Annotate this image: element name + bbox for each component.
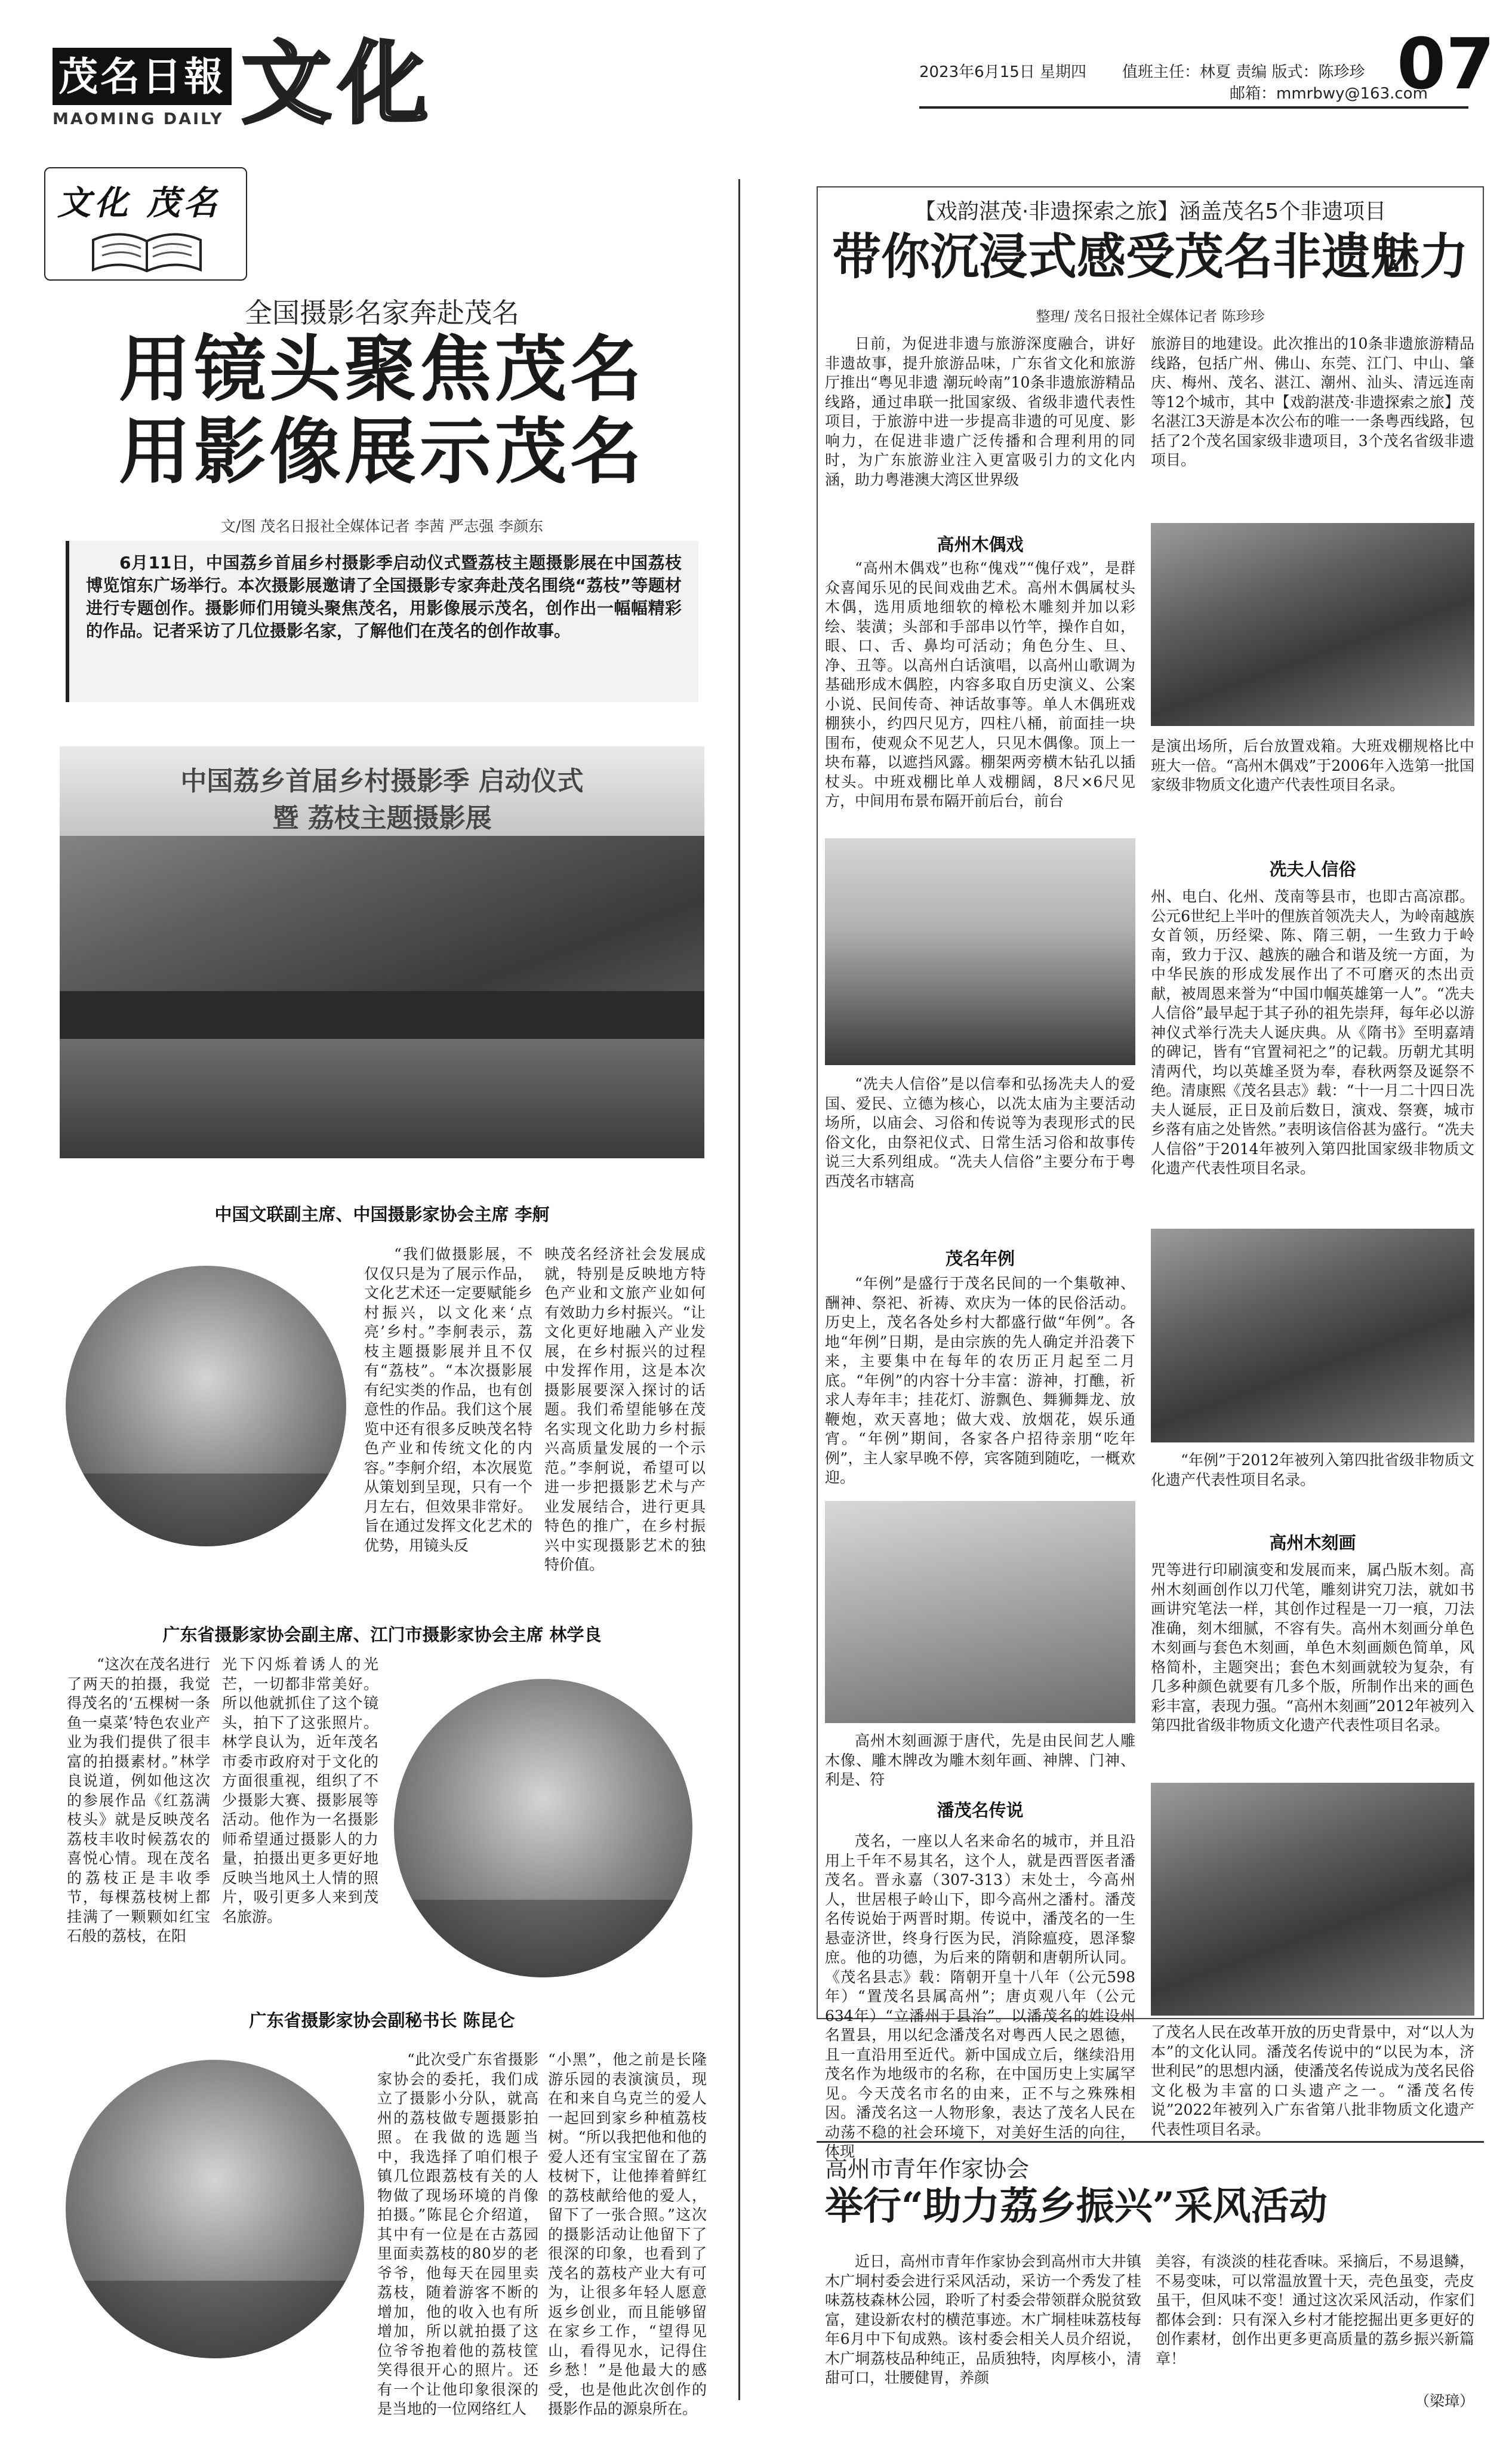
interview-1-portrait — [66, 1266, 346, 1546]
interview-3-title: 广东省摄影家协会副秘书长 陈昆仑 — [249, 2010, 515, 2031]
interview-2-col1: “这次在茂名进行了两天的拍摄，我觉得茂名的‘五棵树一条鱼一桌菜’特色农业产业为我们提供了很丰富的拍摄素材。”林学良说道，例如他这次的参展作品《红荔满枝头》就是反映茂名荔枝丰收时候荔农的喜悦心情。现在茂名的荔枝正是丰收季节，每棵荔枝树上都挂满了一颗颗如红宝石般的荔枝，在阳 — [67, 1656, 210, 1945]
left-byline: 文/图 茂名日报社全媒体记者 李茜 严志强 李颜东 — [220, 518, 544, 535]
open-book-icon — [87, 228, 207, 276]
section-4-text: 咒等进行印刷演变和发展而来，属凸版木刻。高州木刻画创作以刀代笔，雕刻讲究刀法，就如书画讲究笔法一样，其创作过程是一刀一痕，刀法准确，刻木细腻，不容有失。高州木刻画分单色木刻画与套色木刻画，单色木刻画颇色简单，风格简朴，主题突出；套色木刻画就较为复杂，有几多种颜色就要有几多个版，所制作出来的画色彩丰富，表现力强。“高州木刻画”2012年被列入第四批省级非物质文化遗产代表性项目名录。 — [1151, 1561, 1474, 1734]
editor-line: 值班主任：林夏 责编 版式：陈珍珍 — [1122, 63, 1365, 81]
event-stage — [60, 991, 704, 1039]
interview-2-title: 广东省摄影家协会副主席、江门市摄影家协会主席 林学良 — [162, 1625, 602, 1645]
date-line: 2023年6月15日 星期四 — [919, 63, 1087, 81]
interview-1-title: 中国文联副主席、中国摄影家协会主席 李舸 — [214, 1204, 550, 1225]
section-title: 文化 — [242, 31, 436, 136]
page-number: 07 — [1397, 23, 1495, 105]
right-intro-col2: 旅游目的地建设。此次推出的10条非遗旅游精品线路，包括广州、佛山、东莞、江门、中山、肇庆、梅州、茂名、湛江、潮州、汕头、清远连南等12个城市，其中【戏韵湛茂·非遗探索之旅】茂名湛江3天游是本次公布的唯一一条粤西线路，包括了2个茂名国家级非遗项目，3个茂名省级非遗项目。 — [1151, 335, 1474, 469]
section-3-text-2: “年例”于2012年被列入第四批省级非物质文化遗产代表性项目名录。 — [1151, 1451, 1474, 1488]
section-3-title: 茂名年例 — [945, 1248, 1015, 1269]
bottom-col1: 近日，高州市青年作家协会到高州市大井镇木广垌村委会进行采风活动，采访一个秀发了桂味荔枝森林公园，聆听了村委会带领群众脱贫致富，建设新农村的横范事迹。木广垌桂味荔枝每年6月中下旬成熟。该村委会相关人员介绍说，木广垌荔枝品种纯正，品质独特，肉厚核小，清甜可口，壮腰健胃，养颜 — [825, 2253, 1141, 2386]
lead-box — [66, 541, 698, 702]
right-intro-col1: 日前，为促进非遗与旅游深度融合，讲好非遗故事，提升旅游品味，广东省文化和旅游厅推出“粤见非遗 潮玩岭南”10条非遗旅游精品线路，通过串联一批国家级、省级非遗代表性项目，于旅游中进一步提高非遗的可见度、影响力，在促进非遗广泛传播和合理利用的同时，为广东旅游业注入更富吸引力的文化内涵，助力粤港澳大湾区世界级 — [825, 335, 1135, 488]
bottom-col2: 美容，有淡淡的桂花香味。采摘后，不易退鳞，不易变味，可以常温放置十天，壳色虽变，壳皮虽干，但风味不变！通过这次采风活动，作家们都体会到：只有深入乡村才能挖掘出更多更好的创作素材，创作出更多更高质量的荔乡振兴新篇章！ — [1156, 2253, 1474, 2367]
section-5-text: 茂名，一座以人名来命名的城市，并且沿用上千年不易其名，这个人，就是西晋医者潘茂名。晋永嘉（307-313）末处士，今高州人，世居根子岭山下，即今高州之潘村。潘茂名传说始于两晋时期。传说中，潘茂名的一生悬壶济世，终身行医为民，消除瘟疫，恩泽黎庶。他的功德，为后来的隋朝和唐朝所认同。《茂名县志》载：隋朝开皇十八年（公元598年）“置茂名县属高州”；唐贞观八年（公元634年）“立潘州于县治”。以潘茂名的姓设州名置县，用以纪念潘茂名对粤西人民之恩德，且一直沿用至近代。新中国成立后，继续沿用茂名作为地级市的名称，在中国历史上实属罕见。今天茂名市名的由来，正不与之殊殊相因。潘茂名这一人物形象，表达了茂名人民在动荡不稳的社会环境下，对美好生活的向往，体现 — [825, 1832, 1135, 2160]
interview-3-portrait — [66, 2060, 364, 2358]
masthead — [0, 0, 1509, 179]
right-headline: 带你沉浸式感受茂名非遗魅力 — [832, 228, 1468, 285]
left-kicker: 全国摄影名家奔赴茂名 — [245, 297, 519, 329]
bottom-author: （梁璋） — [1415, 2392, 1475, 2410]
section-2-title: 冼夫人信俗 — [1269, 859, 1356, 879]
section-4-title: 高州木刻画 — [1269, 1533, 1356, 1553]
section-3-text: “年例”是盛行于茂名民间的一个集敬神、酬神、祭祀、祈祷、欢庆为一体的民俗活动。历史上，茂名各处乡村大都盛行做“年例”。各地“年例”日期，是由宗族的先人确定并沿袭下来，主要集中在每年的农历正月起至二月底。“年例”的内容十分丰富：游神，打醮，祈求人寿年丰；挂花灯、游飘色、舞狮舞龙、放鞭炮，欢天喜地；做大戏、放烟花，娱乐通宵。“年例”期间，各家各户招待亲朋“吃年例”，主人家早晚不停，宾客随到随吃，一概欢迎。 — [825, 1275, 1135, 1486]
column-divider — [738, 179, 740, 2400]
bottom-kicker: 高州市青年作家协会 — [825, 2156, 1030, 2182]
left-headline-1: 用镜头聚焦茂名 — [119, 327, 645, 411]
section-2-text: 州、电白、化州、茂南等县市，也即古高凉郡。公元6世纪上半叶的俚族首领冼夫人，为岭南越族女首领，历经梁、陈、隋三朝，一生致力于岭南，致力于汉、越族的融合和谐及统一方面，为中华民族的形成发展作出了不可磨灭的杰出贡献，被周恩来誉为“中国巾帼英雄第一人”。“冼夫人信俗”最早起于其子孙的祖先崇拜，每年必以游神仪式举行冼夫人诞庆典。从《隋书》至明嘉靖的碑记，皆有“官置祠祀之”的记载。历朝尤其明清两代，均以英雄圣贤为奉，春秋两祭及诞祭不绝。清康熙《茂名县志》载：“十一月二十四日冼夫人诞辰，正日及前后数日，演戏、祭赛，城市乡落有庙之处皆然。”表明该信俗甚为盛行。“冼夫人信俗”于2014年被列入第四批国家级非物质文化遗产代表性项目名录。 — [1151, 888, 1474, 1177]
right-byline: 整理/ 茂名日报社全媒体记者 陈珍珍 — [1036, 308, 1265, 325]
section-1-text: “高州木偶戏”也称“傀戏”“傀仔戏”，是群众喜闻乐见的民间戏曲艺术。高州木偶属杖头木偶，选用质地细软的樟松木雕刻并加以彩绘、装潢；头部和手部串以竹竿，操作自如，眼、口、舌、鼻均可活动；角色分生、旦、净、丑等。以高州白话演唱，以高州山歌调为基础形成木偶腔，内容多取自历史演义、公案小说、民间传奇、神话故事等。单人木偶班戏棚狭小，约四尺见方，四柱八桶，前面挂一块围布，使观众不见艺人，只见木偶像。顶上一块布幕，以遮挡风露。棚架两旁横木钻孔以插杖头。中班戏棚比单人戏棚阔，8尺×6尺见方，中间用布景布隔开前后台，前台 — [825, 559, 1135, 810]
event-audience — [60, 1039, 704, 1158]
portrait-shade — [66, 2281, 364, 2358]
column-badge — [44, 167, 247, 281]
email-line: 邮箱：mmrbwy@163.com — [1230, 85, 1428, 103]
section-1-text-2: 是演出场所，后台放置戏箱。大班戏棚规格比中班大一倍。“高州木偶戏”于2006年入选第一批国家级非物质文化遗产代表性项目名录。 — [1151, 737, 1474, 793]
section-5-text-2: 了茂名人民在改革开放的历史背景中，对“以人为本”的文化认同。潘茂名传说中的“以民为本，济世利民”的思想内涵，使潘茂名传说成为茂名民俗文化极为丰富的口头遗产之一。“潘茂名传说”2022年被列入广东省第八批非物质文化遗产代表性项目名录。 — [1151, 2023, 1474, 2138]
section-2-text-2: “冼夫人信俗”是以信奉和弘扬冼夫人的爱国、爱民、立德为核心，以冼太庙为主要活动场所，以庙会、习俗和传说等为表现形式的民俗文化，由祭祀仪式、日常生活习俗和故事传说三大系列组成。“冼夫人信俗”主要分布于粤西茂名市辖高 — [825, 1075, 1135, 1190]
masthead-rule — [919, 106, 1468, 109]
interview-3-col2: “小黑”，他之前是长隆游乐园的表演演员，现在和来自乌克兰的爱人一起回到家乡种植荔枝树。“所以我把他和他的爱人还有宝宝留在了荔枝树下，让他捧着鲜红的荔枝献给他的爱人，留下了一张合照。”这次的摄影活动让他留下了很深的印象，也看到了茂名的荔枝产业大有可为，让很多年轻人愿意返乡创业，而且能够留在家乡工作，“望得见山，看得见水，记得住乡愁！”是他最大的感受，也是他此次创作的摄影作品的源泉所在。 — [548, 2051, 707, 2417]
interview-1-col2: 映茂名经济社会发展成就，特别是反映地方特色产业和文旅产业如何有效助力乡村振兴。“让文化更好地融入产业发展，在乡村振兴的过程中发挥作用，这是本次摄影展要深入探讨的话题。我们希望能够在茂名实现文化助力乡村振兴高质量发展的一个示范。”李舸说，希望可以进一步把摄影艺术与产业发展结合，进行更具特色的推广，在乡村振兴中实现摄影艺术的独特价值。 — [544, 1245, 706, 1573]
newspaper-logo: 茂名日報 — [53, 48, 232, 105]
newspaper-logo-en: MAOMING DAILY — [53, 110, 224, 128]
festival-photo — [1151, 1229, 1474, 1442]
portrait-shade — [66, 1474, 346, 1546]
interview-2-portrait — [394, 1679, 692, 1977]
interview-2-col2: 光下闪烁着诱人的光芒，一切都非常美好。所以他就抓住了这个镜头，拍下了这张照片。林学良认为，近年茂名市委市政府对于文化的方面很重视，组织了不少摄影大赛、摄影展等活动。他作为一名摄影师希望通过摄影人的力量，拍摄出更多更好地反映当地风土人情的照片，吸引更多人来到茂名旅游。 — [222, 1656, 378, 1925]
memorial-gate-photo — [1151, 1783, 1474, 2016]
interview-1-col1: “我们做摄影展，不仅仅只是为了展示作品，文化艺术还一定要赋能乡村振兴，以文化来‘点亮’乡村。”李舸表示，荔枝主题摄影展并且不仅有“荔枝”。“本次摄影展有纪实类的作品，也有创意性的作品。我们这个展览中还有很多反映茂名特色产业和传统文化的内容。”李舸介绍，本次展览从策划到呈现，只有一个月左右，但效果非常好。旨在通过发挥文化艺术的优势，用镜头反 — [364, 1245, 532, 1554]
event-banner-line-1: 中国荔乡首届乡村摄影季 启动仪式 — [180, 766, 584, 796]
statue-photo — [825, 838, 1135, 1065]
bottom-rule — [817, 2141, 1484, 2143]
column-badge-text: 文化 茂名 — [57, 183, 221, 223]
event-photo — [60, 746, 704, 1158]
portrait-shade — [394, 1900, 692, 1977]
bottom-headline: 举行“助力荔乡振兴”采风活动 — [825, 2184, 1328, 2229]
section-4-text-2: 高州木刻画源于唐代，先是由民间艺人雕木像、雕木牌改为雕木刻年画、神牌、门神、利是、符 — [825, 1732, 1135, 1788]
interview-3-col1: “此次受广东省摄影家协会的委托，我们成立了摄影小分队，就高州的荔枝做专题摄影拍照。在我做的选题当中，我选择了咱们根子镇几位跟荔枝有关的人物做了现场环境的肖像拍摄。”陈昆仑介绍道，其中有一位是在古荔园里面卖荔枝的80岁的老爷爷，他每天在园里卖荔枝，随着游客不断的增加，他的收入也有所增加，所以就拍摄了这位爷爷抱着他的荔枝筐笑得很开心的照片。还有一个让他印象很深的是当地的一位网络红人 — [377, 2051, 538, 2417]
left-headline-2: 用影像展示茂名 — [119, 410, 645, 494]
lead-text: 6月11日，中国荔乡首届乡村摄影季启动仪式暨荔枝主题摄影展在中国荔枝博览馆东广场举行。本次摄影展邀请了全国摄影专家奔赴茂名围绕“荔枝”等题材进行专题创作。摄影师们用镜头聚焦茂名，用影像展示茂名，创作出一幅幅精彩的作品。记者采访了几位摄影名家，了解他们在茂名的创作故事。 — [86, 553, 682, 641]
section-5-title: 潘茂名传说 — [937, 1800, 1024, 1820]
event-banner-line-2: 暨 荔枝主题摄影展 — [272, 803, 492, 833]
woodcut-photo — [825, 1501, 1135, 1723]
puppet-photo — [1151, 523, 1474, 726]
right-kicker: 【戏韵湛茂·非遗探索之旅】涵盖茂名5个非遗项目 — [914, 199, 1387, 224]
section-1-title: 高州木偶戏 — [937, 534, 1024, 555]
